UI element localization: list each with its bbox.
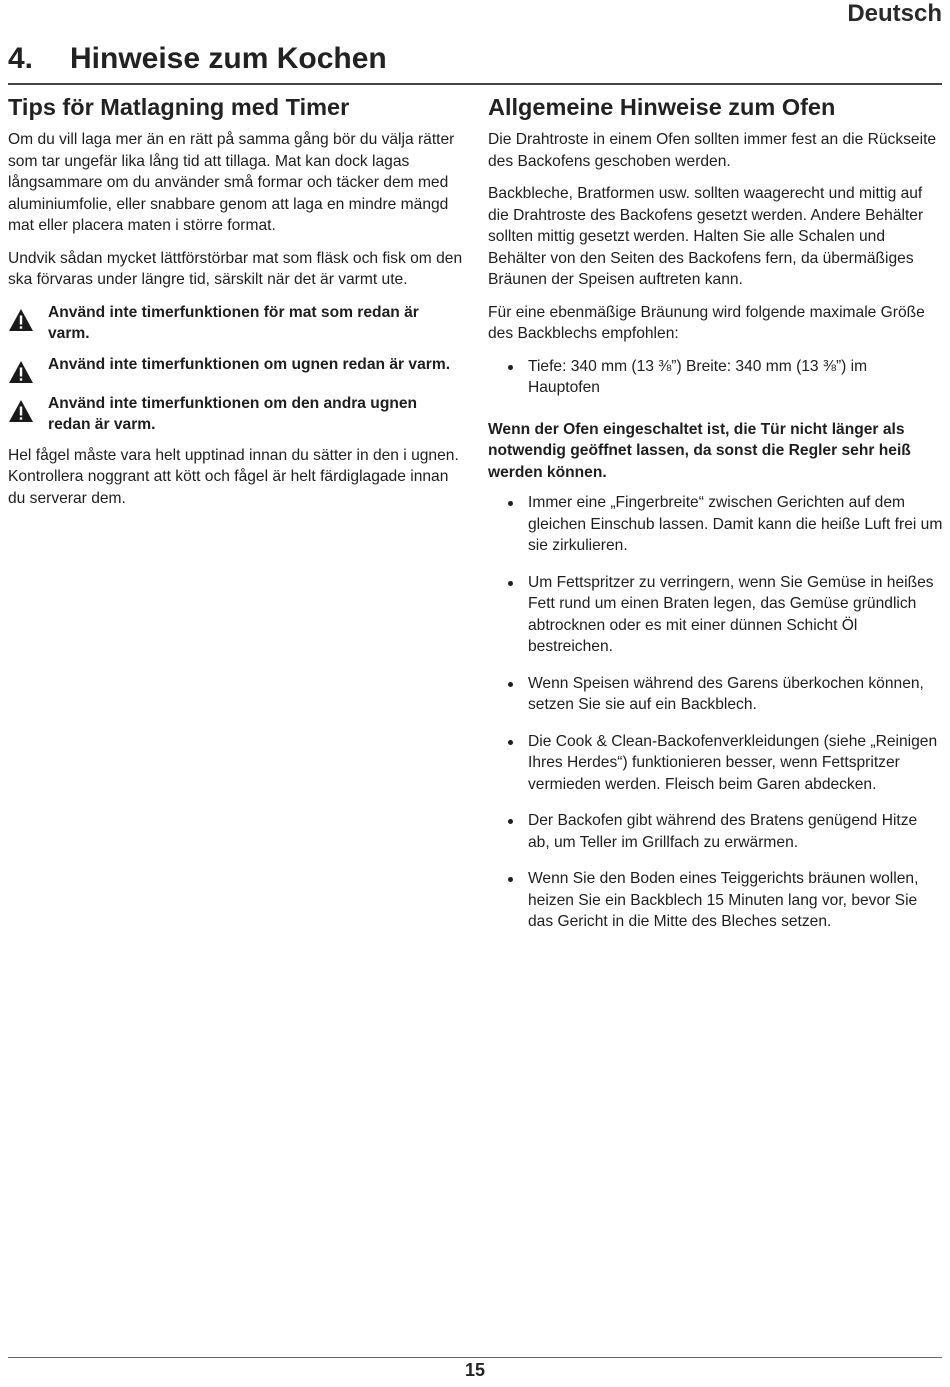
size-list: [488, 356, 943, 399]
list-item: [488, 731, 943, 796]
warning-icon: [8, 399, 34, 423]
bullet-dot: [508, 740, 513, 745]
list-item-text: Die Cook & Clean-Backofenverkleidungen (siehe „Reinigen Ihres Herdes“) funktionieren besser, wenn Fettspritzer vermieden werden. Fleisch beim Garen abdecken.: [528, 732, 938, 793]
warning-item: [8, 393, 463, 436]
list-item: [488, 492, 943, 557]
list-item: [488, 356, 943, 399]
left-closing-paragraph: Hel fågel måste vara helt upptinad innan du sätter in den i ugnen. Kontrollera noggrant att kött och fågel är helt färdiglagade innan du serverar dem.: [8, 446, 459, 507]
warning-item: [8, 354, 463, 384]
list-item-text: Immer eine „Fingerbreite“ zwischen Gerichten auf dem gleichen Einschub lassen. Damit kann die heiße Luft frei um sie zirkulieren.: [528, 494, 943, 554]
list-item: [488, 868, 943, 933]
right-paragraph: Die Drahtroste in einem Ofen sollten immer fest an die Rückseite des Backofens geschoben werden.: [488, 131, 937, 170]
warning-item: [8, 302, 463, 345]
warning-icon: [8, 360, 34, 384]
list-item-text: Um Fettspritzer zu verringern, wenn Sie Gemüse in heißes Fett rund um einen Braten legen, das Gemüse gründlich abtrocknen oder es mit einer dünnen Schicht Öl bestreichen.: [528, 573, 934, 655]
list-item-text: Wenn Sie den Boden eines Teiggerichts bräunen wollen, heizen Sie ein Backblech 15 Minuten lang vor, bevor Sie das Gericht in die Mitte des Bleches setzen.: [528, 870, 919, 930]
warning-text: Använd inte timerfunktionen om den andra ugnen redan är varm.: [48, 394, 418, 433]
bullet-dot: [508, 877, 513, 882]
page-number: 15: [464, 1360, 486, 1380]
list-item: [488, 673, 943, 716]
section-title-text: Hinweise zum Kochen: [70, 42, 387, 75]
right-paragraph: Für eine ebenmäßige Bräunung wird folgende maximale Größe des Backblechs empfohlen:: [488, 303, 925, 342]
warning-text: Använd inte timerfunktionen om ugnen redan är varm.: [48, 355, 451, 373]
bold-note: Wenn der Ofen eingeschaltet ist, die Tür nicht länger als notwendig geöffnet lassen, da sonst die Regler sehr heiß werden können.: [488, 420, 911, 481]
right-paragraph: Backbleche, Bratformen usw. sollten waagerecht und mittig auf die Drahtroste des Backofens gesetzt werden. Andere Behälter sollten mittig gesetzt werden. Halten Sie alle Schalen und Behälter von den Seiten des Backofens fern, da übermäßiges Bräunen der Speisen auftreten kann.: [488, 185, 924, 288]
section-title: [8, 42, 387, 76]
list-item: [488, 572, 943, 658]
warning-text: Använd inte timerfunktionen för mat som redan är varm.: [48, 303, 419, 342]
list-item-text: Der Backofen gibt während des Bratens genügend Hitze ab, um Teller im Grillfach zu erwärmen.: [528, 812, 918, 851]
list-item: [488, 810, 943, 853]
right-column: [488, 94, 943, 948]
tips-list: [488, 492, 943, 933]
list-item-text: Tiefe: 340 mm (13 ⅜”) Breite: 340 mm (13 ⅜”) im Hauptofen: [528, 357, 868, 396]
left-heading: Tips för Matlagning med Timer: [8, 94, 350, 120]
left-paragraph: Om du vill laga mer än en rätt på samma gång bör du välja rätter som tar ungefär lika lång tid att tillaga. Mat kan dock lagas långsammare om du använder små formar och täcker dem med aluminiumfolie, eller snabbare genom att laga en mindre mängd mat eller placera maten i större format.: [8, 131, 455, 234]
footer-divider: [8, 1357, 942, 1358]
list-item-text: Wenn Speisen während des Garens überkochen können, setzen Sie sie auf ein Backblech.: [528, 674, 924, 713]
bullet-dot: [508, 819, 513, 824]
section-number: 4.: [8, 42, 34, 75]
language-label: Deutsch: [847, 0, 942, 27]
warning-icon: [8, 308, 34, 332]
right-heading: Allgemeine Hinweise zum Ofen: [488, 94, 836, 120]
left-column: [8, 94, 463, 520]
bullet-dot: [508, 365, 513, 370]
bullet-dot: [508, 581, 513, 586]
header-divider: [8, 83, 942, 85]
left-paragraph: Undvik sådan mycket lättförstörbar mat som fläsk och fisk om den ska förvaras under längre tid, särskilt när det är varmt ute.: [8, 249, 463, 288]
bullet-dot: [508, 682, 513, 687]
bullet-dot: [508, 501, 513, 506]
